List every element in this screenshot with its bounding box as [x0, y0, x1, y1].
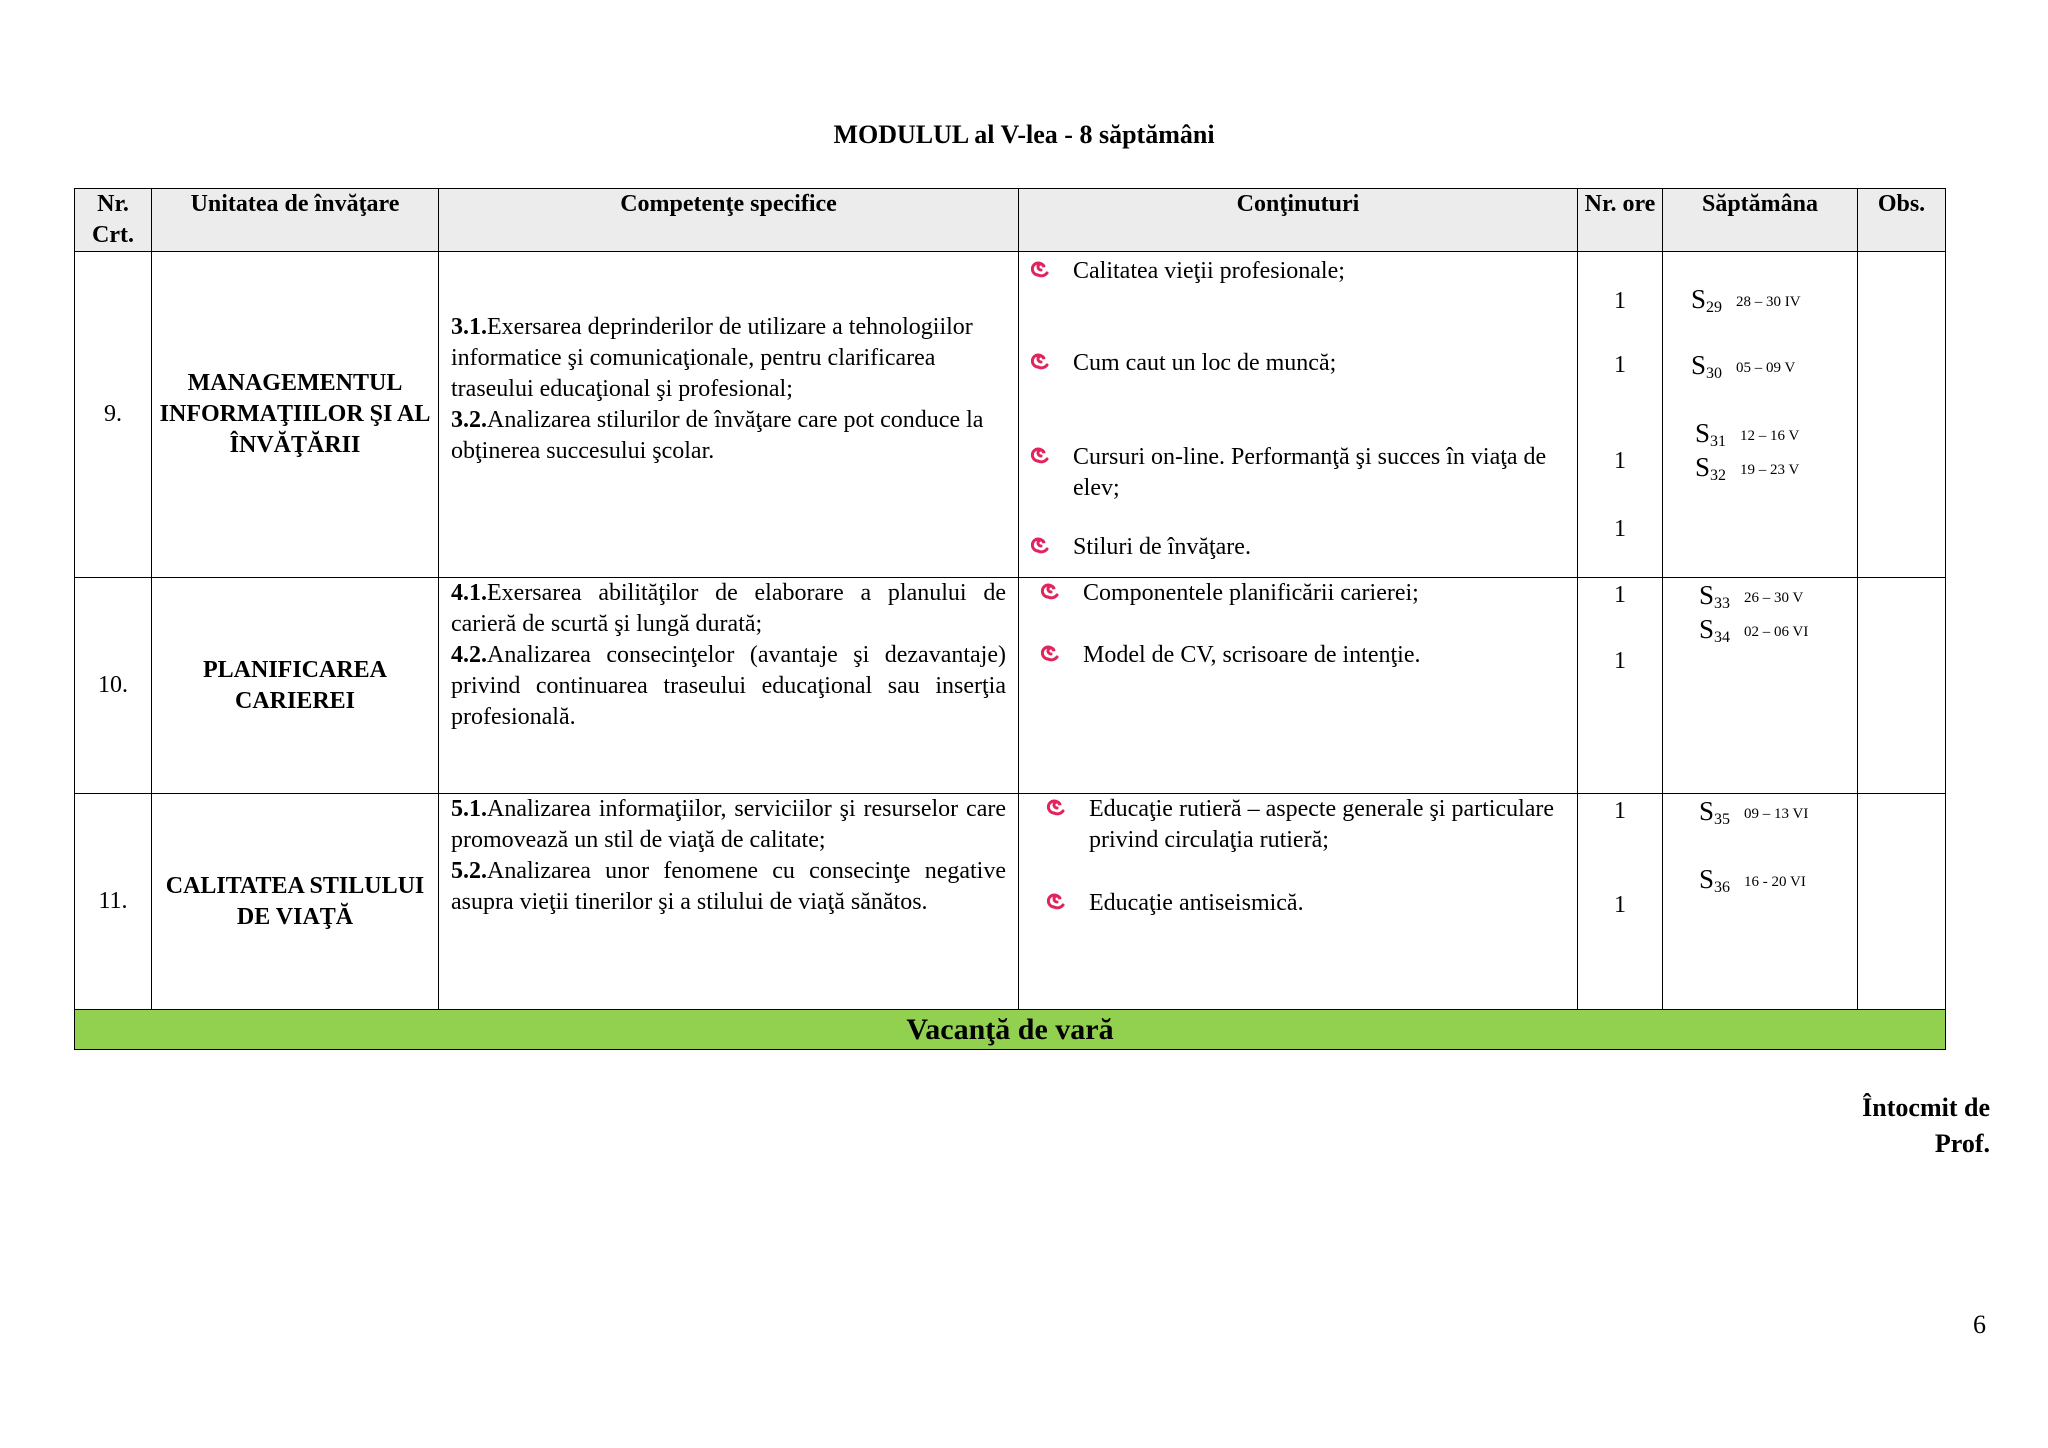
row-number: 11.	[75, 794, 152, 1010]
week-entry: $S_{36}$ 16 - 20 VI	[1699, 864, 1806, 896]
competence-item: 5.1.Analizarea informaţiilor, serviciilor şi resurselor care promovează un stil de viaţă de calitate;	[451, 796, 1006, 853]
hours-value: 1	[1614, 798, 1626, 824]
spiral-bullet-icon	[1031, 259, 1051, 281]
row-number: 10.	[75, 578, 152, 794]
week-entry: $S_{30}$ 05 – 09 V	[1691, 350, 1796, 382]
weeks-cell	[1663, 252, 1858, 578]
content-cell: Educaţie rutieră – aspecte generale şi particulare privind circulaţia rutieră; Educaţie antiseismică.	[1019, 794, 1578, 1010]
week-entry: $S_{31}$ 12 – 16 V	[1695, 418, 1800, 450]
content-cell: Componentele planificării carierei; Model de CV, scrisoare de intenţie.	[1019, 578, 1578, 794]
competence-item: 5.2.Analizarea unor fenomene cu consecinţe negative asupra vieţii tinerilor şi a stilului de viaţă sănătos.	[451, 858, 1006, 915]
table-header-row	[75, 189, 1946, 252]
hours-value: 1	[1614, 516, 1626, 542]
hours-cell	[1578, 252, 1663, 578]
obs-cell	[1858, 794, 1946, 1010]
header-nr-crt: Nr. Crt.	[75, 189, 152, 252]
competences-cell	[439, 578, 1019, 794]
planning-table	[74, 188, 1946, 1050]
week-entry: $S_{32}$ 19 – 23 V	[1695, 452, 1800, 484]
competence-item: 3.2.Analizarea stilurilor de învăţare care pot conduce la obţinerea succesului şcolar.	[451, 407, 984, 464]
header-saptamana: Săptămâna	[1663, 189, 1858, 252]
competence-item: 4.2.Analizarea consecinţelor (avantaje şi dezavantaje) privind continuarea traseului educaţional sau inserţia profesională.	[451, 642, 1006, 730]
prepared-by-label: Întocmit de	[1862, 1093, 1990, 1122]
competences-cell	[439, 252, 1019, 578]
week-entry: $S_{35}$ 09 – 13 VI	[1699, 796, 1809, 828]
unit-title: MANAGEMENTUL INFORMAŢIILOR ŞI AL ÎNVĂŢĂRII	[152, 252, 439, 578]
vacation-label: Vacanţă de vară	[75, 1010, 1946, 1050]
hours-value: 1	[1614, 892, 1626, 918]
header-competente: Competenţe specifice	[439, 189, 1019, 252]
hours-value: 1	[1614, 288, 1626, 314]
spiral-bullet-icon	[1031, 535, 1051, 557]
header-nr-ore: Nr. ore	[1578, 189, 1663, 252]
row-number: 9.	[75, 252, 152, 578]
week-entry: $S_{33}$ 26 – 30 V	[1699, 580, 1804, 612]
unit-title: PLANIFICAREA CARIEREI	[152, 578, 439, 794]
week-entry: $S_{34}$ 02 – 06 VI	[1699, 614, 1809, 646]
spiral-bullet-icon	[1041, 643, 1061, 665]
hours-cell	[1578, 794, 1663, 1010]
hours-cell	[1578, 578, 1663, 794]
vacation-row	[75, 1010, 1946, 1050]
table-row	[75, 794, 1946, 1010]
table-row	[75, 578, 1946, 794]
spiral-bullet-icon	[1041, 581, 1061, 603]
hours-value: 1	[1614, 352, 1626, 378]
signature-block	[1862, 1090, 1990, 1162]
weeks-cell	[1663, 578, 1858, 794]
teacher-label: Prof.	[1934, 1129, 1990, 1158]
competences-cell	[439, 794, 1019, 1010]
spiral-bullet-icon	[1031, 445, 1051, 467]
competence-item: 4.1.Exersarea abilităţilor de elaborare a planului de carieră de scurtă şi lungă durată;	[451, 580, 1006, 637]
header-unitate: Unitatea de învăţare	[152, 189, 439, 252]
spiral-bullet-icon	[1047, 797, 1067, 819]
hours-value: 1	[1614, 582, 1626, 608]
unit-title: CALITATEA STILULUI DE VIAŢĂ	[152, 794, 439, 1010]
page-number: 6	[1973, 1310, 1986, 1339]
competence-item: 3.1.Exersarea deprinderilor de utilizare a tehnologiilor informatice şi comunicaţionale, pentru clarificarea traseului educaţional şi profesional;	[451, 314, 973, 402]
hours-value: 1	[1614, 648, 1626, 674]
obs-cell	[1858, 252, 1946, 578]
week-entry: $S_{29}$ 28 – 30 IV	[1691, 284, 1801, 316]
header-continuturi: Conţinuturi	[1019, 189, 1578, 252]
table-row	[75, 252, 1946, 578]
page-title: MODULUL al V-lea - 8 săptămâni	[833, 120, 1215, 149]
content-cell: Calitatea vieţii profesionale; Cum caut un loc de muncă; Cursuri on-line. Performanţă şi succes în viaţa de elev; Stiluri de învăţare.	[1019, 252, 1578, 578]
header-obs: Obs.	[1858, 189, 1946, 252]
obs-cell	[1858, 578, 1946, 794]
hours-value: 1	[1614, 448, 1626, 474]
spiral-bullet-icon	[1031, 351, 1051, 373]
spiral-bullet-icon	[1047, 891, 1067, 913]
weeks-cell	[1663, 794, 1858, 1010]
